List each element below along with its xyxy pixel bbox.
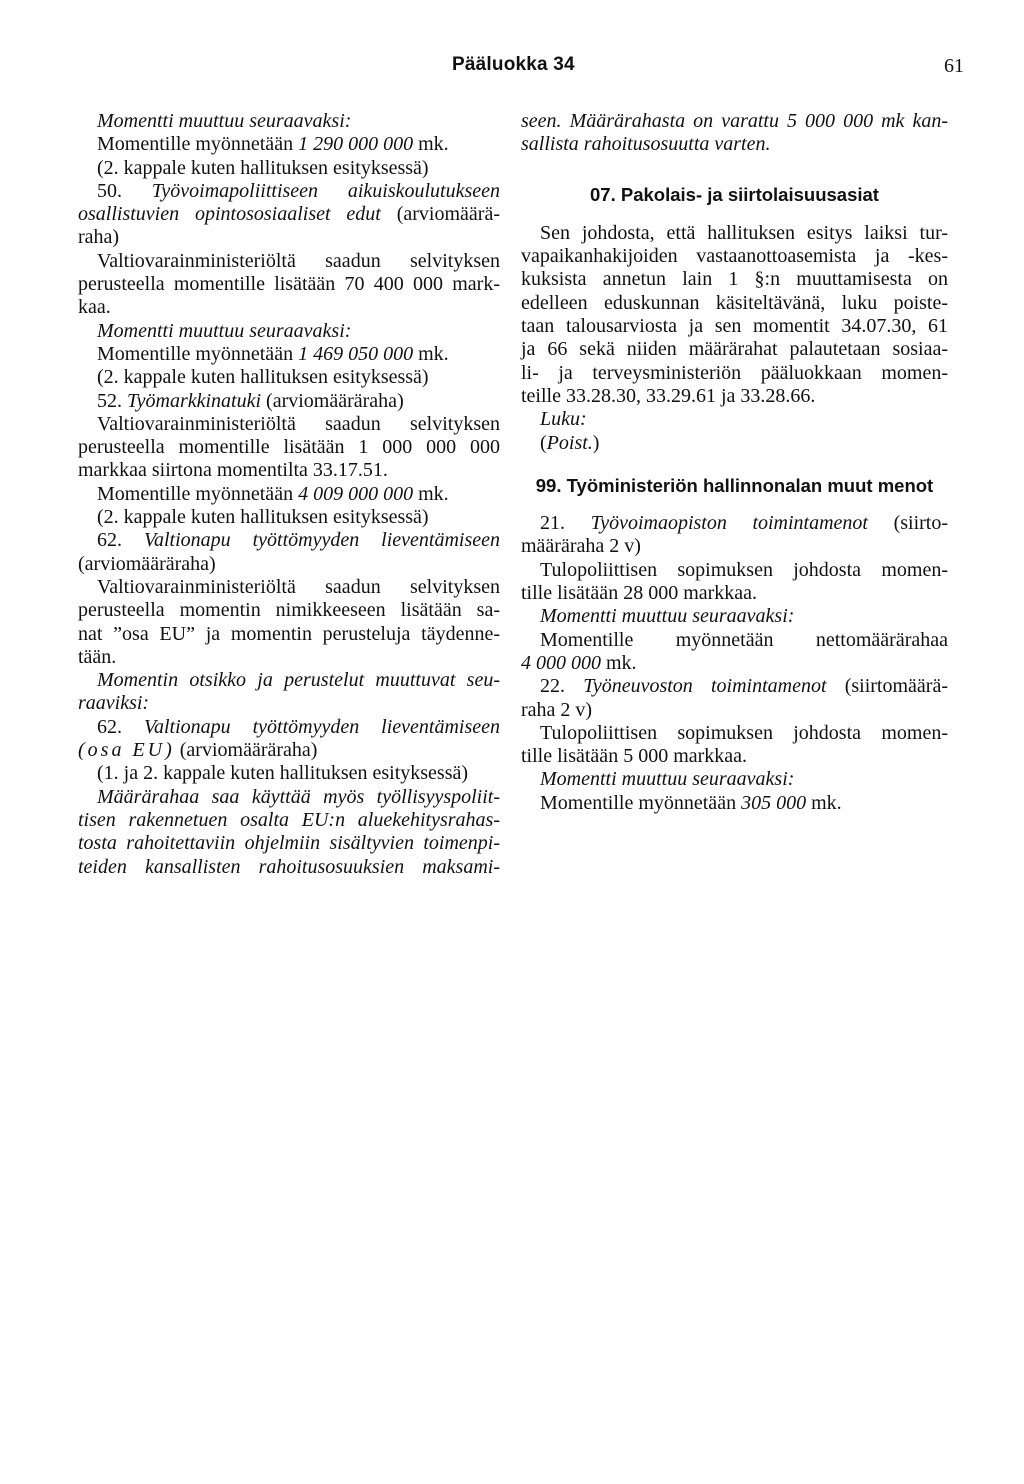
body-line: vapaikanhakijoiden vastaanottoasemista ja -kes- (521, 245, 948, 268)
appropriation-line: Momentille myönnetään 1 469 050 000 mk. (97, 342, 449, 365)
body-line: perusteella momentille lisätään 1 000 000 000 (78, 436, 500, 459)
item-21-title-cont: määräraha 2 v) (521, 535, 641, 558)
body-line: teille 33.28.30, 33.29.61 ja 33.28.66. (521, 384, 816, 407)
item-62-title-cont: (arviomääräraha) (78, 552, 216, 575)
italic-body-line: tosta rahoitettaviin ohjelmiin sisältyvien toimenpi- (78, 832, 500, 855)
item-50-title-end: raha) (78, 226, 120, 249)
paragraph-note: (2. kappale kuten hallituksen esityksessä) (97, 506, 429, 529)
italic-body-line: tisen rakennetuen osalta EU:n aluekehitysrahas- (78, 808, 500, 831)
chapter-label: Luku: (540, 408, 587, 431)
appropriation-line: Momentille myönnetään 305 000 mk. (540, 791, 842, 814)
item-62-new-title-cont: (osa EU) (arviomääräraha) (78, 739, 318, 762)
appropriation-line: Momentille myönnetään 1 290 000 000 mk. (97, 133, 449, 156)
body-line: Tulopoliittisen sopimuksen johdosta momen- (540, 558, 948, 581)
right-column (521, 110, 948, 815)
item-50-title-cont: osallistuvien opintososiaaliset edut (arviomäärä- (78, 203, 500, 226)
body-line: tille lisätään 5 000 markkaa. (521, 745, 748, 768)
body-line: taan talousarviosta ja sen momentit 34.07.30, 61 (521, 315, 948, 338)
italic-body-line: Määrärahaa saa käyttää myös työllisyyspoliit- (97, 785, 500, 808)
appropriation-line: Momentille myönnetään nettomäärärahaa (540, 628, 948, 651)
item-22-title-cont: raha 2 v) (521, 698, 593, 721)
body-line: nat ”osa EU” ja momentin perusteluja täydenne- (78, 622, 500, 645)
body-line: Valtiovarainministeriöltä saadun selvityksen (97, 412, 500, 435)
body-line: ja 66 sekä niiden määrärahat palautetaan sosiaa- (521, 338, 948, 361)
body-line: perusteella momentin nimikkeeseen lisätään sa- (78, 599, 500, 622)
moment-change-note: Momentti muuttuu seuraavaksi: (540, 768, 795, 791)
removed-note: (Poist.) (540, 431, 600, 454)
body-line: kuksista annetun lain 1 §:n muuttamisesta on (521, 268, 948, 291)
item-62-title: 62. Valtionapu työttömyyden lieventämiseen (97, 529, 500, 552)
main-class-title: Pääluokka 34 (452, 54, 575, 75)
moment-change-note: Momentti muuttuu seuraavaksi: (540, 605, 795, 628)
body-line: kaa. (78, 296, 111, 319)
item-22-title: 22. Työneuvoston toimintamenot (siirtomäärä- (540, 675, 948, 698)
italic-body-line: sallista rahoitusosuutta varten. (521, 133, 771, 156)
section-heading-07: 07. Pakolais- ja siirtolaisuusasiat (590, 183, 879, 205)
title-change-note: Momentin otsikko ja perustelut muuttuvat seu- (97, 669, 500, 692)
body-line: edelleen eduskunnan käsiteltävänä, luku poiste- (521, 291, 948, 314)
paragraph-note: (1. ja 2. kappale kuten hallituksen esityksessä) (97, 762, 469, 785)
body-line: Tulopoliittisen sopimuksen johdosta momen- (540, 721, 948, 744)
title-change-note-end: raaviksi: (78, 692, 150, 715)
body-line: markkaa siirtona momentilta 33.17.51. (78, 459, 388, 482)
body-line: Valtiovarainministeriöltä saadun selvityksen (97, 249, 500, 272)
item-21-title: 21. Työvoimaopiston toimintamenot (siirto- (540, 512, 949, 535)
body-line: Sen johdosta, että hallituksen esitys laiksi tur- (540, 221, 948, 244)
left-column (78, 110, 500, 879)
body-line: li- ja terveysministeriön pääluokkaan momen- (521, 361, 948, 384)
paragraph-note: (2. kappale kuten hallituksen esityksessä) (97, 156, 429, 179)
italic-body-line: teiden kansallisten rahoitusosuuksien maksami- (78, 855, 500, 878)
item-52-title: 52. Työmarkkinatuki (arviomääräraha) (97, 389, 404, 412)
item-50-title: 50. Työvoimapoliittiseen aikuiskoulutukseen (97, 179, 501, 202)
body-line: Valtiovarainministeriöltä saadun selvityksen (97, 575, 500, 598)
page-number: 61 (944, 55, 964, 77)
appropriation-amount: 4 000 000 mk. (521, 651, 637, 674)
moment-change-note: Momentti muuttuu seuraavaksi: (97, 319, 352, 342)
appropriation-line: Momentille myönnetään 4 009 000 000 mk. (97, 482, 449, 505)
item-62-new-title: 62. Valtionapu työttömyyden lieventämiseen (97, 715, 500, 738)
body-line: tille lisätään 28 000 markkaa. (521, 582, 758, 605)
italic-body-line: seen. Määrärahasta on varattu 5 000 000 mk kan- (521, 110, 948, 132)
moment-change-note: Momentti muuttuu seuraavaksi: (97, 110, 352, 132)
paragraph-note: (2. kappale kuten hallituksen esityksessä) (97, 366, 429, 389)
body-line: tään. (78, 645, 117, 668)
body-line: perusteella momentille lisätään 70 400 000 mark- (78, 273, 500, 296)
running-header (0, 54, 1024, 84)
section-heading-99: 99. Työministeriön hallinnonalan muut menot (535, 474, 934, 496)
